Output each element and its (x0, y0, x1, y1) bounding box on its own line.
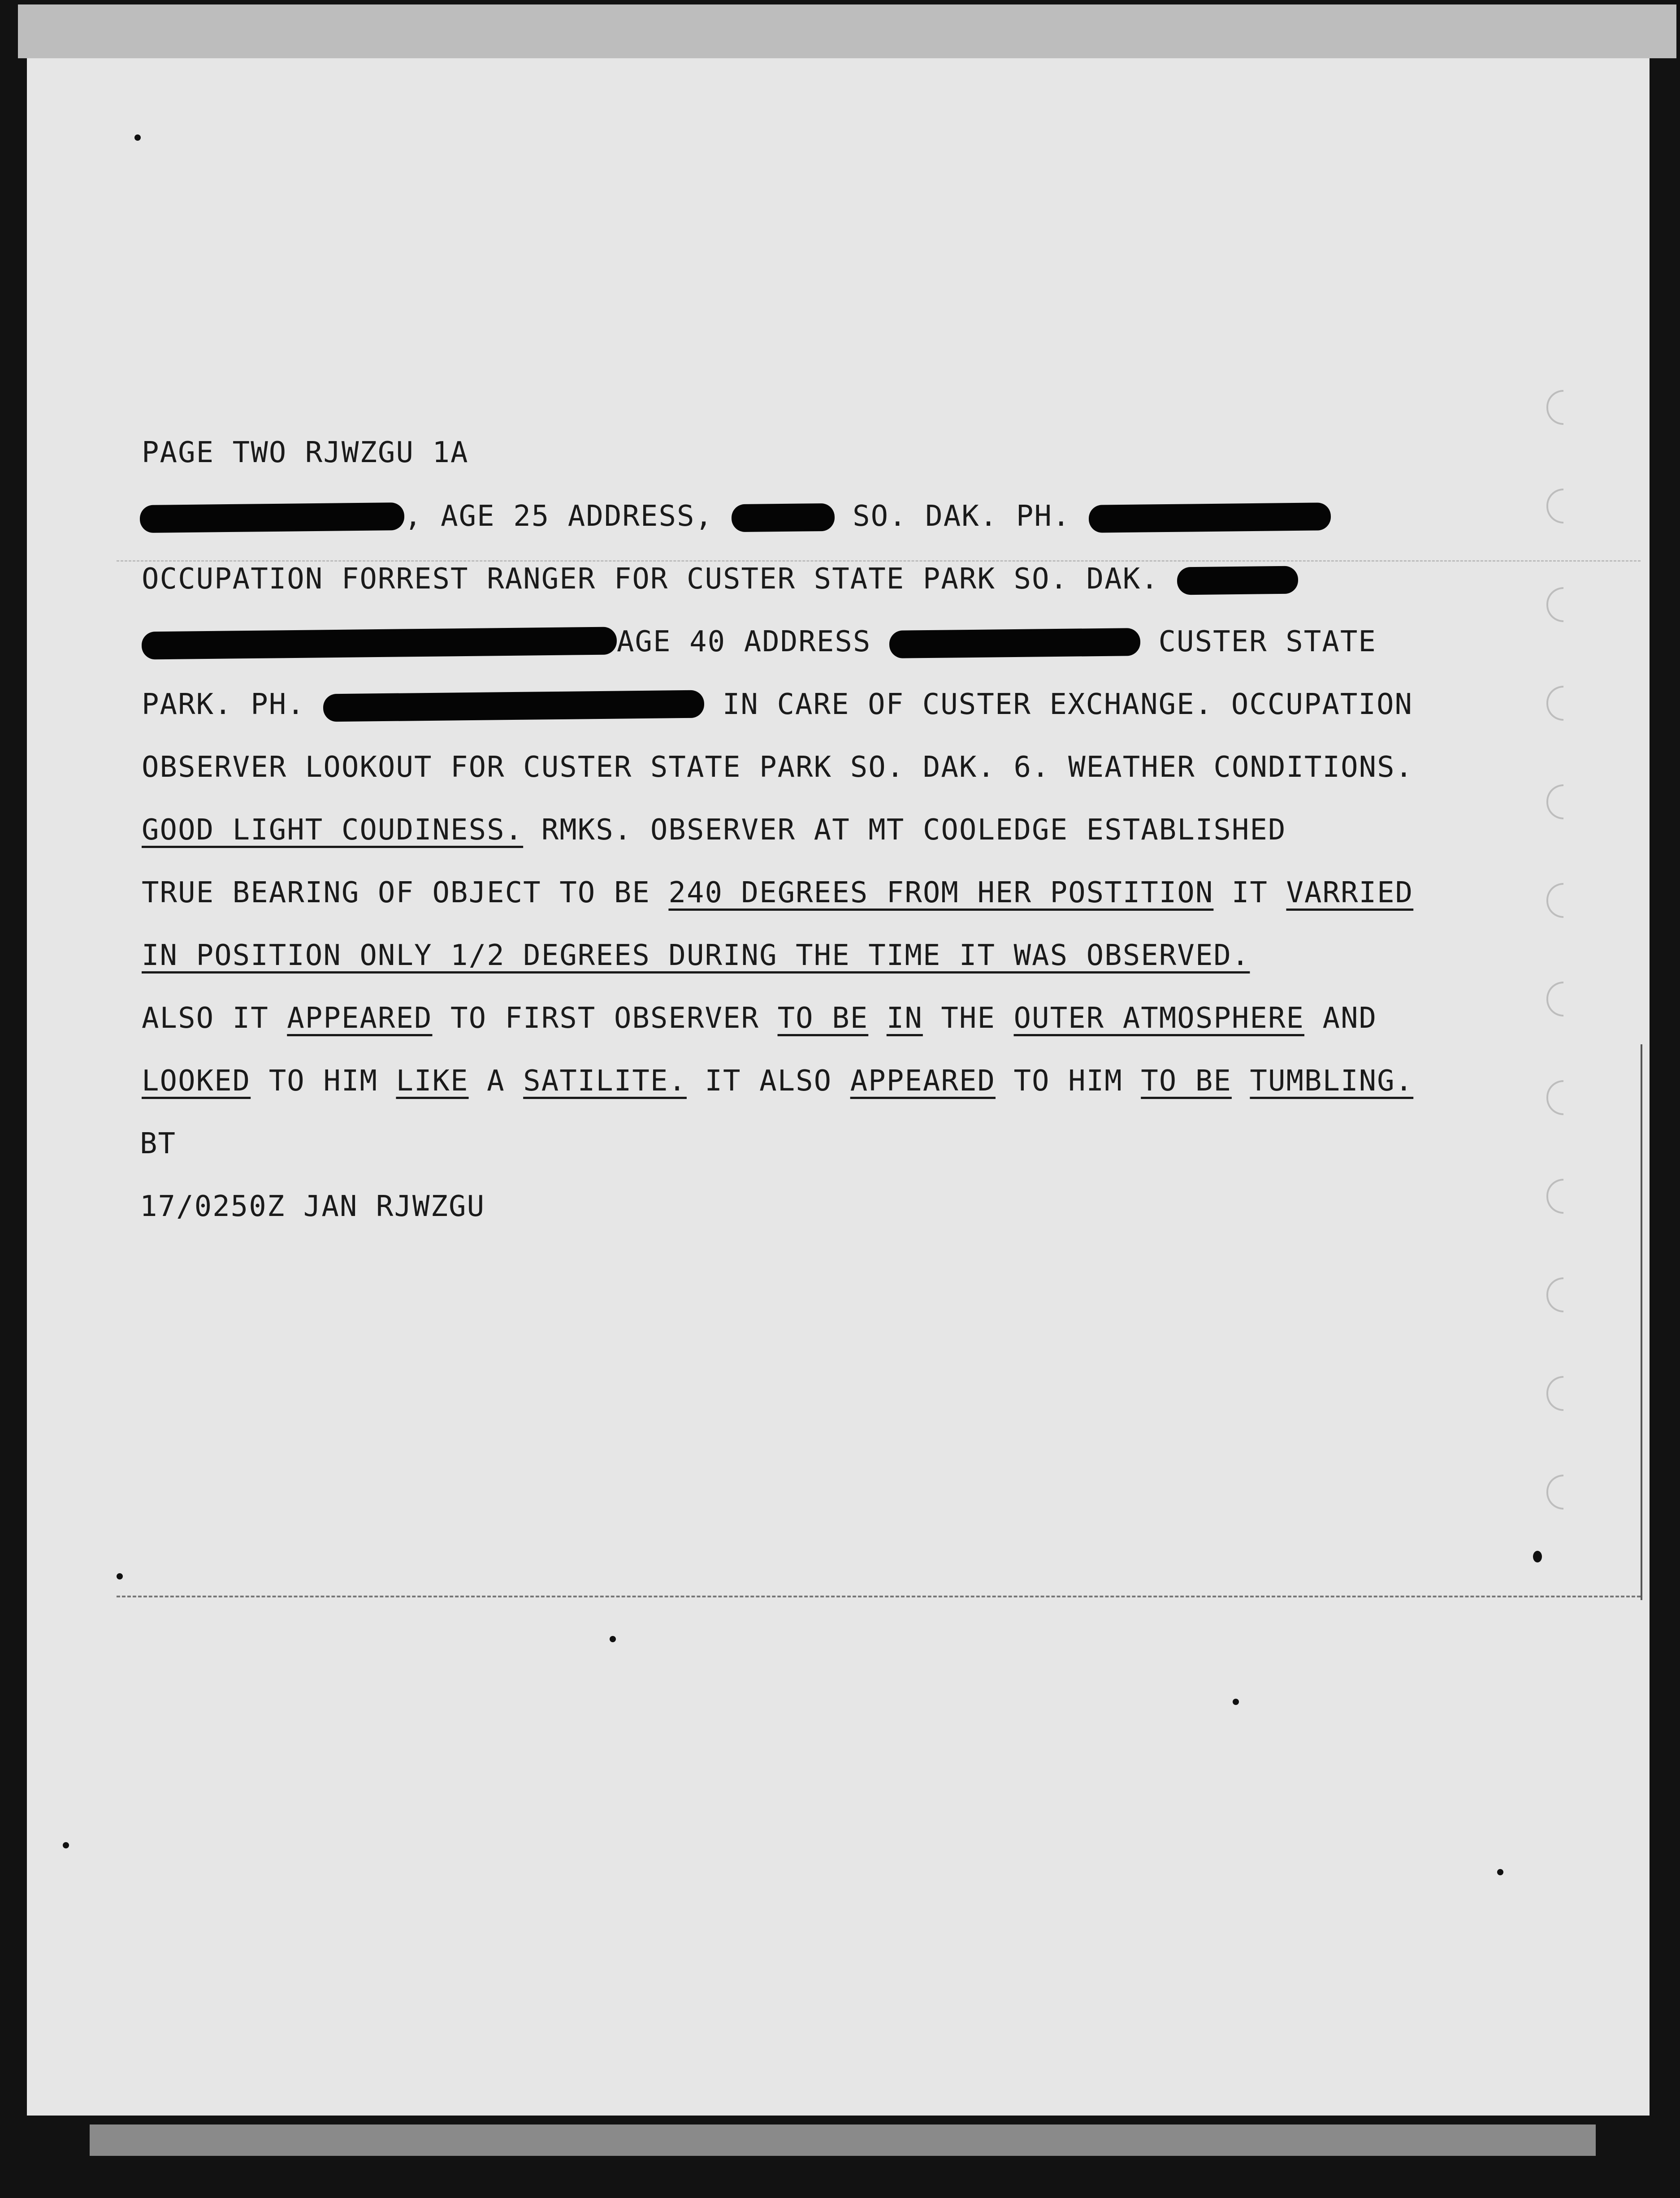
line-7: TRUE BEARING OF OBJECT TO BE 240 DEGREES FROM HER POSTITION IT VARRIED (142, 876, 1414, 909)
line-3: AGE 40 ADDRESS CUSTER STATE (142, 627, 1377, 657)
redaction (1089, 503, 1331, 533)
redaction (323, 690, 705, 722)
redaction (889, 628, 1141, 658)
margin-line-right (1641, 1044, 1642, 1600)
film-edge-bottom (90, 2124, 1596, 2156)
line-4: PARK. PH. IN CARE OF CUSTER EXCHANGE. OCCUPATION (142, 688, 1413, 721)
redaction (1177, 566, 1299, 595)
page-header: PAGE TWO RJWZGU 1A (142, 436, 469, 469)
perforation-line-bottom (117, 1596, 1641, 1599)
teletype-message (27, 58, 1414, 1223)
document-page (27, 58, 1650, 2116)
fold-line-top (117, 560, 1641, 562)
line-5: OBSERVER LOOKOUT FOR CUSTER STATE PARK SO. DAK. 6. WEATHER CONDITIONS. (142, 751, 1414, 784)
redaction (731, 503, 835, 532)
date-time-group: 17/0250Z JAN RJWZGU (140, 1190, 485, 1223)
redaction (142, 627, 617, 660)
redaction (140, 502, 405, 533)
line-6: GOOD LIGHT COUDINESS. RMKS. OBSERVER AT MT COOLEDGE ESTABLISHED (142, 813, 1286, 847)
film-edge-top (18, 4, 1676, 58)
line-9: ALSO IT APPEARED TO FIRST OBSERVER TO BE IN THE OUTER ATMOSPHERE AND (142, 1002, 1377, 1035)
line-8: IN POSITION ONLY 1/2 DEGREES DURING THE TIME IT WAS OBSERVED. (142, 939, 1250, 972)
line-10: LOOKED TO HIM LIKE A SATILITE. IT ALSO APPEARED TO HIM TO BE TUMBLING. (142, 1064, 1414, 1098)
signoff: BT (140, 1127, 177, 1160)
line-1: , AGE 25 ADDRESS, SO. DAK. PH. (140, 502, 1331, 532)
line-2: OCCUPATION FORREST RANGER FOR CUSTER STATE PARK SO. DAK. (142, 565, 1298, 594)
